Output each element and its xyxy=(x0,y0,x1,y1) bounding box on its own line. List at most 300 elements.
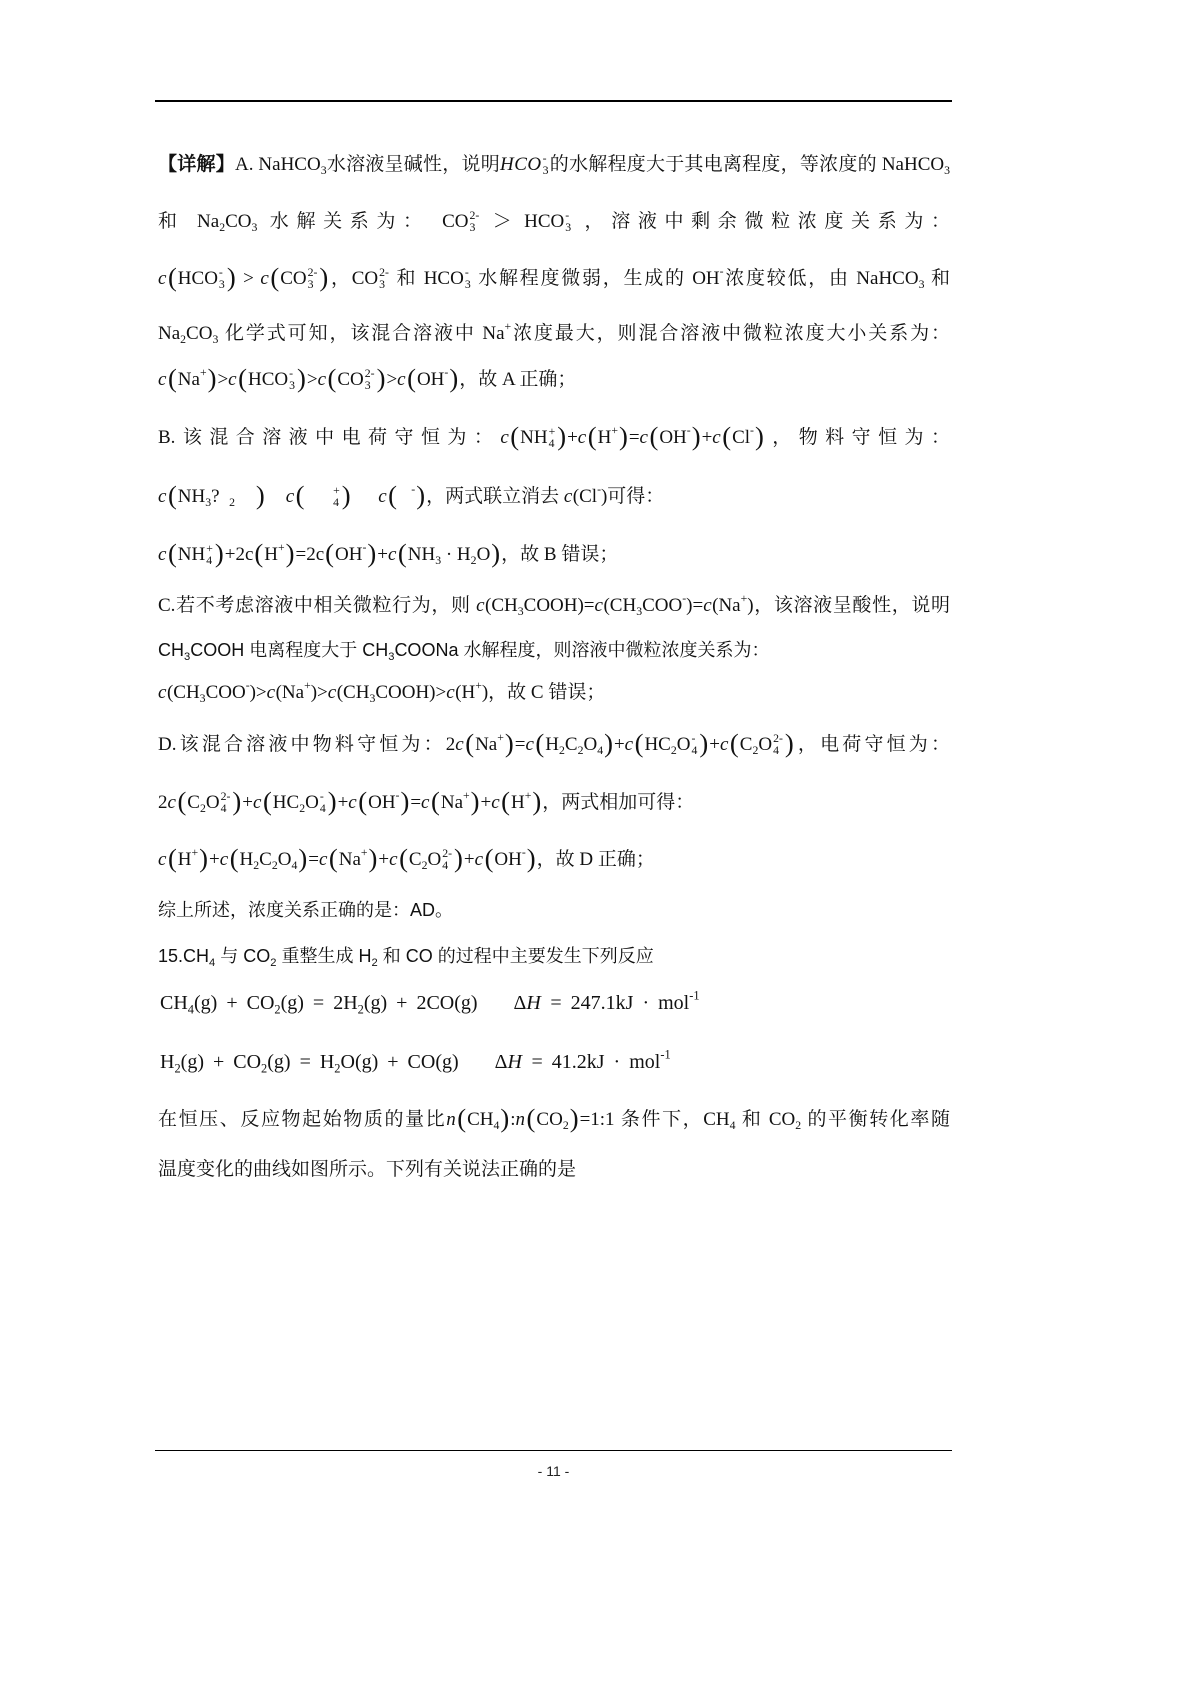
bracket: ( xyxy=(358,785,368,816)
bracket: ) xyxy=(470,785,480,816)
text-run: (Na xyxy=(275,682,305,703)
text-run: C.若不考虑溶液中相关微粒行为，则 xyxy=(158,595,477,616)
subscript: 3 xyxy=(517,605,524,619)
option-d-line-1 xyxy=(158,727,950,759)
summary-line xyxy=(158,896,453,924)
stacked-script xyxy=(773,733,783,758)
text-run: C xyxy=(739,734,753,755)
text-run: )，故 C 错误； xyxy=(481,682,606,703)
stacked-script xyxy=(549,426,556,451)
italic-symbol: c xyxy=(525,734,535,755)
bracket: ( xyxy=(167,261,177,292)
text-run: = xyxy=(308,849,319,870)
bracket: ) xyxy=(199,842,209,873)
text-run: =1:1 条件下，CH xyxy=(579,1109,730,1130)
bracket: ) xyxy=(235,479,285,510)
italic-symbol: c xyxy=(260,268,270,289)
superscript: - xyxy=(719,265,724,279)
italic-symbol: c xyxy=(158,544,167,565)
subscript: 4 xyxy=(206,553,213,567)
superscript: + xyxy=(504,320,512,334)
subscript: 2 xyxy=(470,554,477,568)
bracket: ( xyxy=(295,479,332,510)
superscript: 2- xyxy=(379,265,389,279)
subscript: 3 xyxy=(379,277,386,291)
text-run: 和 CO xyxy=(735,1109,796,1130)
italic-symbol: c xyxy=(624,734,634,755)
bracket: ) xyxy=(319,261,329,292)
bracket: ) xyxy=(454,842,463,873)
text-run: NH xyxy=(177,544,206,565)
bracket: ( xyxy=(177,785,187,816)
superscript: - xyxy=(521,846,526,860)
bracket: ( xyxy=(501,785,511,816)
subscript: 3 xyxy=(918,278,925,292)
text-run: ，CO xyxy=(329,268,379,289)
subscript: 3 xyxy=(320,164,327,178)
question-15-condition-line-1 xyxy=(158,1102,950,1134)
text-run: CO xyxy=(536,1109,563,1130)
text-run: C xyxy=(408,849,422,870)
superscript: 2- xyxy=(469,208,480,222)
italic-symbol: c xyxy=(167,792,177,813)
subscript: 2 xyxy=(670,744,677,758)
subscript: 3 xyxy=(542,163,549,177)
text-run: CO xyxy=(280,268,307,289)
stacked-script xyxy=(206,543,213,568)
text-run: ，电荷守恒为： xyxy=(794,734,950,755)
text-run: + xyxy=(242,792,253,813)
stacked-script xyxy=(289,368,295,393)
subscript: 3 xyxy=(469,220,476,234)
subscript: 2 xyxy=(253,859,260,873)
bracket: ) xyxy=(699,727,709,758)
italic-symbol: c xyxy=(712,427,722,448)
page-number: - 11 - xyxy=(537,1463,570,1479)
bracket: ( xyxy=(328,842,338,873)
superscript: - xyxy=(319,789,324,803)
text-run: HC xyxy=(644,734,671,755)
text-run: (CH xyxy=(166,682,200,703)
text-run: OH xyxy=(494,849,522,870)
subscript: 2 xyxy=(219,221,226,235)
bracket: ) xyxy=(226,261,236,292)
text-run: CH xyxy=(467,1109,494,1130)
text-run: OH xyxy=(416,369,445,390)
text-run: Na xyxy=(177,369,200,390)
text-run: = xyxy=(514,734,526,755)
bold-label: 【详解】 xyxy=(158,154,235,175)
text-run: ，故 A 正确； xyxy=(459,369,577,390)
text-run: 重整生成 H xyxy=(276,946,372,966)
text-run: ，两式联立消去 xyxy=(426,486,564,507)
text-run: (CH xyxy=(336,682,370,703)
bracket: ( xyxy=(722,420,732,451)
text-run: OH xyxy=(659,427,687,448)
subscript: 3 xyxy=(212,333,219,347)
subscript: 3 xyxy=(251,221,258,235)
option-d-line-2 xyxy=(158,785,695,817)
text-run: O xyxy=(427,849,442,870)
text-run: Na xyxy=(440,792,463,813)
subscript: 3 xyxy=(184,650,191,663)
text-run: 与 CO xyxy=(215,946,271,966)
text-run: 水解程度微弱，生成的 OH xyxy=(471,268,720,289)
bracket: ) xyxy=(754,420,764,451)
italic-symbol: c xyxy=(639,427,649,448)
text-run: 和 CO 的过程中主要发生下列反应 xyxy=(377,946,654,966)
stacked-script xyxy=(379,267,389,292)
text-run: = xyxy=(628,427,640,448)
option-a-line-2 xyxy=(158,208,950,236)
text-run: ，故 B 错误； xyxy=(501,544,619,565)
italic-symbol: HCO xyxy=(500,154,542,175)
bracket: ( xyxy=(167,537,177,568)
bracket: ) xyxy=(618,420,628,451)
subscript: 2 xyxy=(421,859,428,873)
superscript: - xyxy=(597,483,601,497)
superscript: - xyxy=(289,366,294,380)
text-run: : xyxy=(510,1109,516,1130)
stacked-script xyxy=(691,733,697,758)
stacked-script xyxy=(219,267,225,292)
subscript: 3 xyxy=(464,277,471,291)
option-a-conclusion xyxy=(158,362,577,394)
text-run: (g) = H xyxy=(267,1051,335,1073)
superscript: + xyxy=(278,541,285,555)
text-run: OH xyxy=(335,544,363,565)
text-run: ＞ HCO xyxy=(480,211,565,232)
question-15-stem xyxy=(158,942,654,970)
stacked-script xyxy=(442,848,452,873)
text-run: (g) + 2CO(g) Δ xyxy=(363,992,527,1014)
superscript: - xyxy=(682,592,687,606)
text-run: 和 xyxy=(924,268,950,289)
text-run: COO xyxy=(642,595,683,616)
subscript: 4 xyxy=(691,743,698,757)
superscript: + xyxy=(524,789,532,803)
italic-symbol: n xyxy=(446,1109,457,1130)
subscript: 3 xyxy=(364,378,371,392)
stacked-script xyxy=(470,210,480,235)
superscript: - xyxy=(362,541,367,555)
stacked-script xyxy=(308,267,318,292)
superscript: - xyxy=(411,483,416,497)
bracket: ( xyxy=(526,1102,536,1133)
italic-symbol: c xyxy=(594,595,604,616)
subscript: 4 xyxy=(548,436,555,450)
text-run: CH xyxy=(160,992,188,1014)
text-run: = 247.1kJ · mol xyxy=(541,992,690,1014)
subscript: 2 xyxy=(270,956,277,969)
text-run: NH xyxy=(407,544,436,565)
text-run: 温度变化的曲线如图所示。下列有关说法正确的是 xyxy=(158,1159,577,1180)
italic-symbol: c xyxy=(158,369,167,390)
text-run: 在恒压、反应物起始物质的量比 xyxy=(158,1109,447,1130)
text-run: H xyxy=(511,792,525,813)
text-run: + xyxy=(709,734,720,755)
subscript: 3 xyxy=(565,220,572,234)
text-run: C xyxy=(564,734,578,755)
text-run: + xyxy=(463,849,475,870)
text-run: B.该混合溶液中电荷守恒为： xyxy=(158,427,501,448)
italic-symbol: H xyxy=(526,992,542,1014)
bracket: ( xyxy=(388,479,411,510)
superscript: + xyxy=(191,846,199,860)
superscript: + xyxy=(333,483,340,497)
italic-symbol: c xyxy=(219,849,229,870)
bracket: ) xyxy=(604,727,613,758)
superscript: 2- xyxy=(220,789,231,803)
text-run: + xyxy=(209,849,220,870)
subscript: 3 xyxy=(944,164,950,178)
italic-symbol: c xyxy=(455,734,465,755)
text-run: (Na xyxy=(712,595,741,616)
text-run: ，故 D 正确； xyxy=(536,849,655,870)
text-run: )可得： xyxy=(600,486,665,507)
bracket: ) xyxy=(296,362,306,393)
text-run: +2c xyxy=(224,544,254,565)
italic-symbol: c xyxy=(378,486,388,507)
italic-symbol: c xyxy=(285,486,295,507)
subscript: 3 xyxy=(289,378,295,392)
italic-symbol: c xyxy=(228,369,238,390)
bracket: ) xyxy=(500,1102,510,1133)
text-run: O xyxy=(277,849,292,870)
subscript: 2 xyxy=(274,1002,281,1017)
italic-symbol: c xyxy=(158,268,167,289)
header-rule xyxy=(155,100,952,102)
option-c-line-2 xyxy=(158,636,769,664)
bracket: ) xyxy=(367,537,377,568)
subscript: 2 xyxy=(199,802,206,816)
superscript: - xyxy=(542,151,547,165)
bracket: ( xyxy=(430,785,440,816)
bracket: ( xyxy=(587,420,597,451)
subscript: 2 xyxy=(261,1061,268,1076)
text-run: Na xyxy=(475,734,498,755)
text-run: (CH xyxy=(603,595,637,616)
bracket: ) xyxy=(327,785,337,816)
text-run: O xyxy=(476,544,491,565)
italic-symbol: c xyxy=(158,849,167,870)
text-run: )= xyxy=(686,595,704,616)
subscript: 2 xyxy=(180,333,187,347)
bracket: ( xyxy=(465,727,475,758)
bracket: ( xyxy=(457,1102,467,1133)
text-run: HC xyxy=(272,792,300,813)
text-run: (CH xyxy=(485,595,518,616)
question-15-condition-line-2 xyxy=(158,1156,576,1184)
text-run: O xyxy=(205,792,220,813)
text-run: ，两式相加可得： xyxy=(542,792,695,813)
text-run: O(g) + CO(g) Δ xyxy=(340,1051,508,1073)
text-run: 2 xyxy=(158,792,168,813)
text-run: OH xyxy=(368,792,396,813)
text-run: = 41.2kJ · mol xyxy=(522,1051,661,1073)
bracket: ) xyxy=(368,842,378,873)
subscript: 3 xyxy=(205,496,212,510)
bracket: ) xyxy=(532,785,542,816)
stacked-script xyxy=(320,791,326,816)
superscript: - xyxy=(565,208,570,222)
text-run: + xyxy=(377,544,388,565)
superscript: + xyxy=(611,424,618,438)
text-run: + xyxy=(480,792,492,813)
text-run: C xyxy=(259,849,272,870)
superscript: - xyxy=(444,366,449,380)
subscript: 2 xyxy=(795,1119,802,1133)
reaction-equation-2 xyxy=(160,1048,671,1076)
bracket: ( xyxy=(238,362,247,393)
subscript: 2 xyxy=(558,744,565,758)
text-run: )> xyxy=(310,682,328,703)
text-run: = xyxy=(410,792,422,813)
subscript: 3 xyxy=(435,554,442,568)
bracket: ( xyxy=(167,479,177,510)
italic-symbol: c xyxy=(446,682,456,703)
bracket: ) xyxy=(285,537,295,568)
text-run: + xyxy=(567,427,578,448)
superscript: - xyxy=(750,424,754,438)
text-run: 和 HCO xyxy=(389,268,464,289)
superscript: -1 xyxy=(660,1047,671,1062)
text-run: + xyxy=(613,734,625,755)
subscript: 4 xyxy=(773,743,779,757)
subscript: 3 xyxy=(369,692,376,706)
bracket: ( xyxy=(399,842,408,873)
text-run: Cl xyxy=(732,427,751,448)
text-run: Na xyxy=(158,323,181,344)
subscript: 2 xyxy=(229,496,235,510)
text-run: H xyxy=(239,849,254,870)
text-run: 的水解程度大于其电离程度，等浓度的 NaHCO xyxy=(549,154,945,175)
text-run: (H xyxy=(455,682,476,703)
superscript: + xyxy=(463,789,470,803)
text-run: CH xyxy=(158,640,184,660)
subscript: 4 xyxy=(220,801,227,815)
italic-symbol: c xyxy=(563,486,573,507)
bracket: ) xyxy=(526,842,536,873)
text-run: O xyxy=(583,734,598,755)
italic-symbol: c xyxy=(266,682,276,703)
text-run: A. NaHCO xyxy=(234,154,321,175)
superscript: + xyxy=(548,424,556,438)
text-run: ，溶液中剩余微粒浓度关系为： xyxy=(572,211,950,232)
italic-symbol: c xyxy=(491,792,501,813)
text-run: > xyxy=(236,268,261,289)
subscript: 3 xyxy=(218,277,225,291)
text-run: HCO xyxy=(177,268,218,289)
text-run: 和 Na xyxy=(158,211,220,232)
italic-symbol: c xyxy=(500,427,510,448)
bracket: ) xyxy=(341,479,378,510)
text-run: HCO xyxy=(247,369,289,390)
subscript: 2 xyxy=(174,1061,181,1076)
text-run: (g) + CO xyxy=(180,1051,262,1073)
bracket: ( xyxy=(325,537,335,568)
text-run: D.该混合溶液中物料守恒为：2 xyxy=(158,734,456,755)
stacked-script xyxy=(365,368,375,393)
subscript: 2 xyxy=(752,744,759,758)
superscript: - xyxy=(245,679,250,693)
subscript: 4 xyxy=(187,1002,194,1017)
text-run: O xyxy=(676,734,691,755)
text-run: + xyxy=(337,792,349,813)
bracket: ( xyxy=(484,842,494,873)
footer-rule xyxy=(155,1450,952,1451)
bracket: ( xyxy=(729,727,739,758)
superscript: - xyxy=(691,731,696,745)
superscript: 2- xyxy=(773,731,783,745)
bracket: ( xyxy=(270,261,280,292)
subscript: 4 xyxy=(333,495,339,509)
bracket: ) xyxy=(491,537,501,568)
subscript: 3 xyxy=(307,277,314,291)
italic-symbol: c xyxy=(474,849,484,870)
detail-heading-line xyxy=(158,151,950,179)
subscript: 4 xyxy=(729,1119,736,1133)
superscript: 2- xyxy=(307,265,318,279)
text-run: =2c xyxy=(295,544,325,565)
subscript: 2 xyxy=(371,956,378,969)
text-run: + xyxy=(701,427,713,448)
text-run: O xyxy=(305,792,319,813)
text-run: CO xyxy=(337,369,364,390)
text-run: 的平衡转化率随 xyxy=(801,1109,950,1130)
superscript: + xyxy=(475,679,482,693)
italic-symbol: c xyxy=(476,595,486,616)
italic-symbol: c xyxy=(348,792,358,813)
superscript: - xyxy=(686,424,691,438)
text-run: COOH)= xyxy=(523,595,595,616)
bracket: ) xyxy=(416,479,426,510)
subscript: 4 xyxy=(209,956,216,969)
text-run: · H xyxy=(441,544,471,565)
superscript: - xyxy=(464,265,469,279)
bracket: ( xyxy=(327,362,337,393)
bracket: ( xyxy=(649,420,659,451)
italic-symbol: c xyxy=(158,682,167,703)
text-run: 化学式可知，该混合溶液中 Na xyxy=(218,323,505,344)
text-run: H xyxy=(597,427,612,448)
bracket: ) xyxy=(504,727,514,758)
superscript: -1 xyxy=(689,988,700,1003)
superscript: + xyxy=(199,366,207,380)
italic-symbol: n xyxy=(515,1109,526,1130)
text-run: NH xyxy=(177,486,206,507)
text-run: + xyxy=(378,849,390,870)
stacked-script xyxy=(543,153,549,178)
option-d-conclusion xyxy=(158,842,655,874)
italic-symbol: c xyxy=(577,427,587,448)
reaction-equation-1 xyxy=(160,989,700,1017)
text-run: > xyxy=(217,369,229,390)
subscript: 2 xyxy=(271,859,278,873)
text-run: H xyxy=(177,849,192,870)
italic-symbol: H xyxy=(507,1051,523,1073)
italic-symbol: c xyxy=(253,792,262,813)
subscript: 2 xyxy=(357,1002,364,1017)
text-run: COOH)> xyxy=(375,682,447,703)
text-run: > xyxy=(306,369,318,390)
superscript: + xyxy=(206,541,213,555)
stacked-script xyxy=(333,485,340,510)
italic-symbol: c xyxy=(397,369,407,390)
superscript: 2- xyxy=(364,366,375,380)
bracket: ( xyxy=(254,537,264,568)
text-run: COO xyxy=(205,682,246,703)
